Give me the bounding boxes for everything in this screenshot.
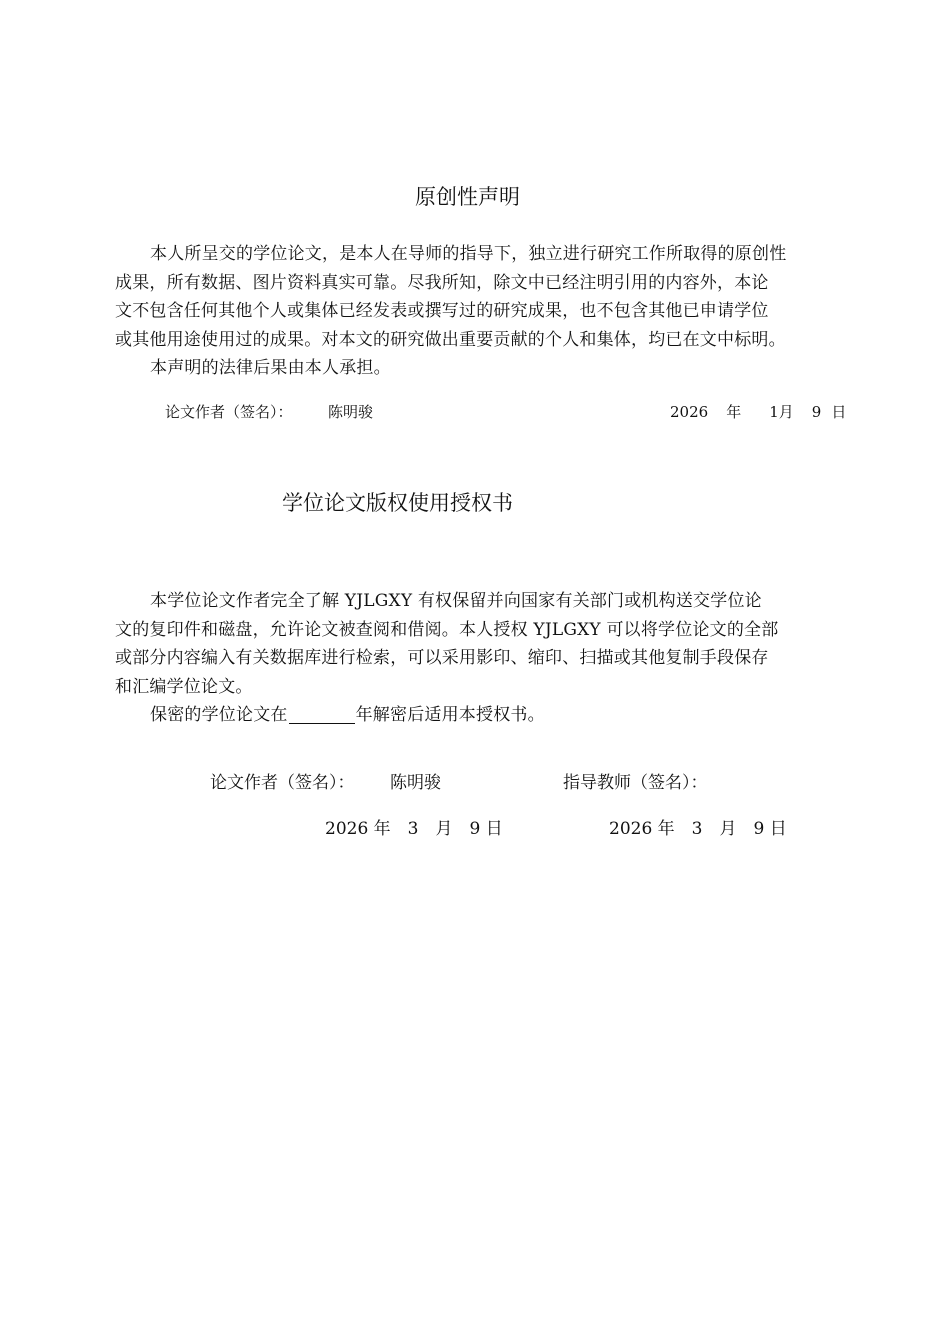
originality-title: 原创性声明	[415, 185, 520, 209]
date-year-unit: 年	[726, 403, 742, 421]
paragraph-line: 文的复印件和磁盘，允许论文被查阅和借阅。本人授权 YJLGXY 可以将学位论文的全部	[115, 619, 779, 640]
confidential-before: 保密的学位论文在	[150, 705, 288, 726]
authorization-title: 学位论文版权使用授权书	[282, 491, 513, 515]
authorization-author-signature-label: 论文作者（签名）：	[210, 773, 355, 793]
advisor-date: 2026 年 3 月 9 日	[609, 819, 787, 839]
date-day: 9	[811, 403, 822, 421]
date-month: 1	[769, 403, 779, 421]
paragraph-line: 或部分内容编入有关数据库进行检索，可以采用影印、缩印、扫描或其他复制手段保存	[115, 648, 769, 669]
paragraph-line: 文不包含任何其他个人或集体已经发表或撰写过的研究成果，也不包含其他已申请学位	[115, 301, 769, 322]
originality-author-name: 陈明骏	[328, 403, 374, 421]
authorization-paragraph	[115, 587, 855, 730]
advisor-signature-label: 指导教师（签名）：	[563, 773, 708, 793]
paragraph-line: 本人所呈交的学位论文，是本人在导师的指导下，独立进行研究工作所取得的原创性	[150, 244, 787, 264]
paragraph-line: 和汇编学位论文。	[115, 676, 253, 697]
paragraph-line: 本学位论文作者完全了解 YJLGXY 有权保留并向国家有关部门或机构送交学位论	[150, 591, 762, 611]
authorization-author-date: 2026 年 3 月 9 日	[325, 819, 503, 839]
authorization-author-name: 陈明骏	[390, 773, 441, 793]
originality-paragraph	[115, 240, 855, 383]
liability-statement: 本声明的法律后果由本人承担。	[150, 358, 391, 379]
originality-signature-label: 论文作者（签名）：	[165, 403, 293, 421]
date-year: 2026	[670, 403, 709, 421]
confidential-year-blank[interactable]	[289, 705, 355, 724]
paragraph-line: 或其他用途使用过的成果。对本文的研究做出重要贡献的个人和集体，均已在文中标明。	[115, 329, 786, 350]
date-day-unit: 日	[831, 403, 847, 421]
originality-date	[670, 401, 846, 422]
date-month-unit: 月	[778, 403, 794, 421]
paragraph-line: 成果，所有数据、图片资料真实可靠。尽我所知，除文中已经注明引用的内容外，本论	[115, 272, 769, 293]
confidential-statement	[115, 701, 855, 730]
confidential-after: 年解密后适用本授权书。	[355, 705, 545, 726]
